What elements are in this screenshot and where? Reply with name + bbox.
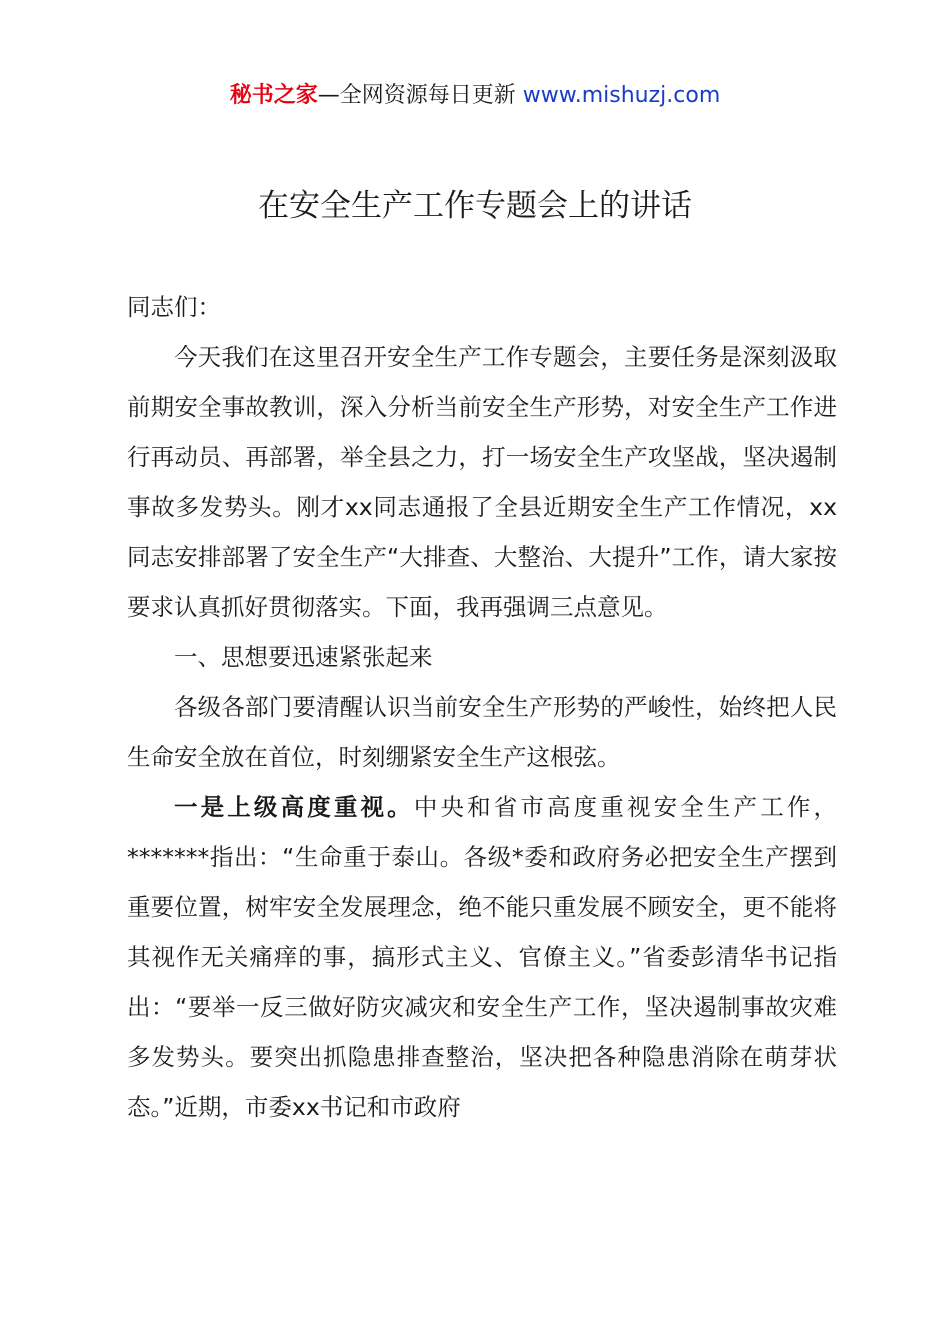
site-url-link[interactable]: www.mishuzj.com bbox=[522, 83, 721, 108]
salutation: 同志们： bbox=[127, 293, 221, 321]
site-header bbox=[0, 80, 950, 112]
paragraph-intro: 今天我们在这里召开安全生产工作专题会，主要任务是深刻汲取前期安全事故教训，深入分析当前安全生产形势，对安全生产工作进行再动员、再部署，举全县之力，打一场安全生产攻坚战，坚决遏制事故多发势头。刚才xx同志通报了全县近期安全生产工作情况，xx同志安排部署了安全生产“大排查、大整治、大提升”工作，请大家按要求认真抓好贯彻落实。下面，我再强调三点意见。 bbox=[127, 343, 837, 621]
document-title: 在安全生产工作专题会上的讲话 bbox=[258, 188, 692, 224]
paragraph-section-1: 各级各部门要清醒认识当前安全生产形势的严峻性，始终把人民生命安全放在首位，时刻绷紧安全生产这根弦。 bbox=[127, 693, 837, 771]
paragraph-point-1 bbox=[127, 782, 837, 1132]
point-1-text: 中央和省市高度重视安全生产工作，*******指出：“生命重于泰山。各级*委和政府务必把安全生产摆到重要位置，树牢安全发展理念，绝不能只重发展不顾安全，更不能将其视作无关痛痒的事，搞形式主义、官僚主义。”省委彭清华书记指出：“要举一反三做好防灾减灾和安全生产工作，坚决遏制事故灾难多发势头。要突出抓隐患排查整治，坚决把各种隐患消除在萌芽状态。”近期，市委xx书记和市政府 bbox=[127, 793, 837, 1121]
point-1-lead: 一是上级高度重视。 bbox=[174, 793, 414, 821]
document-body bbox=[127, 282, 837, 1132]
brand-name: 秘书之家 bbox=[229, 83, 318, 108]
header-slogan: —全网资源每日更新 bbox=[317, 83, 523, 108]
section-heading-1: 一、思想要迅速紧张起来 bbox=[174, 643, 433, 671]
